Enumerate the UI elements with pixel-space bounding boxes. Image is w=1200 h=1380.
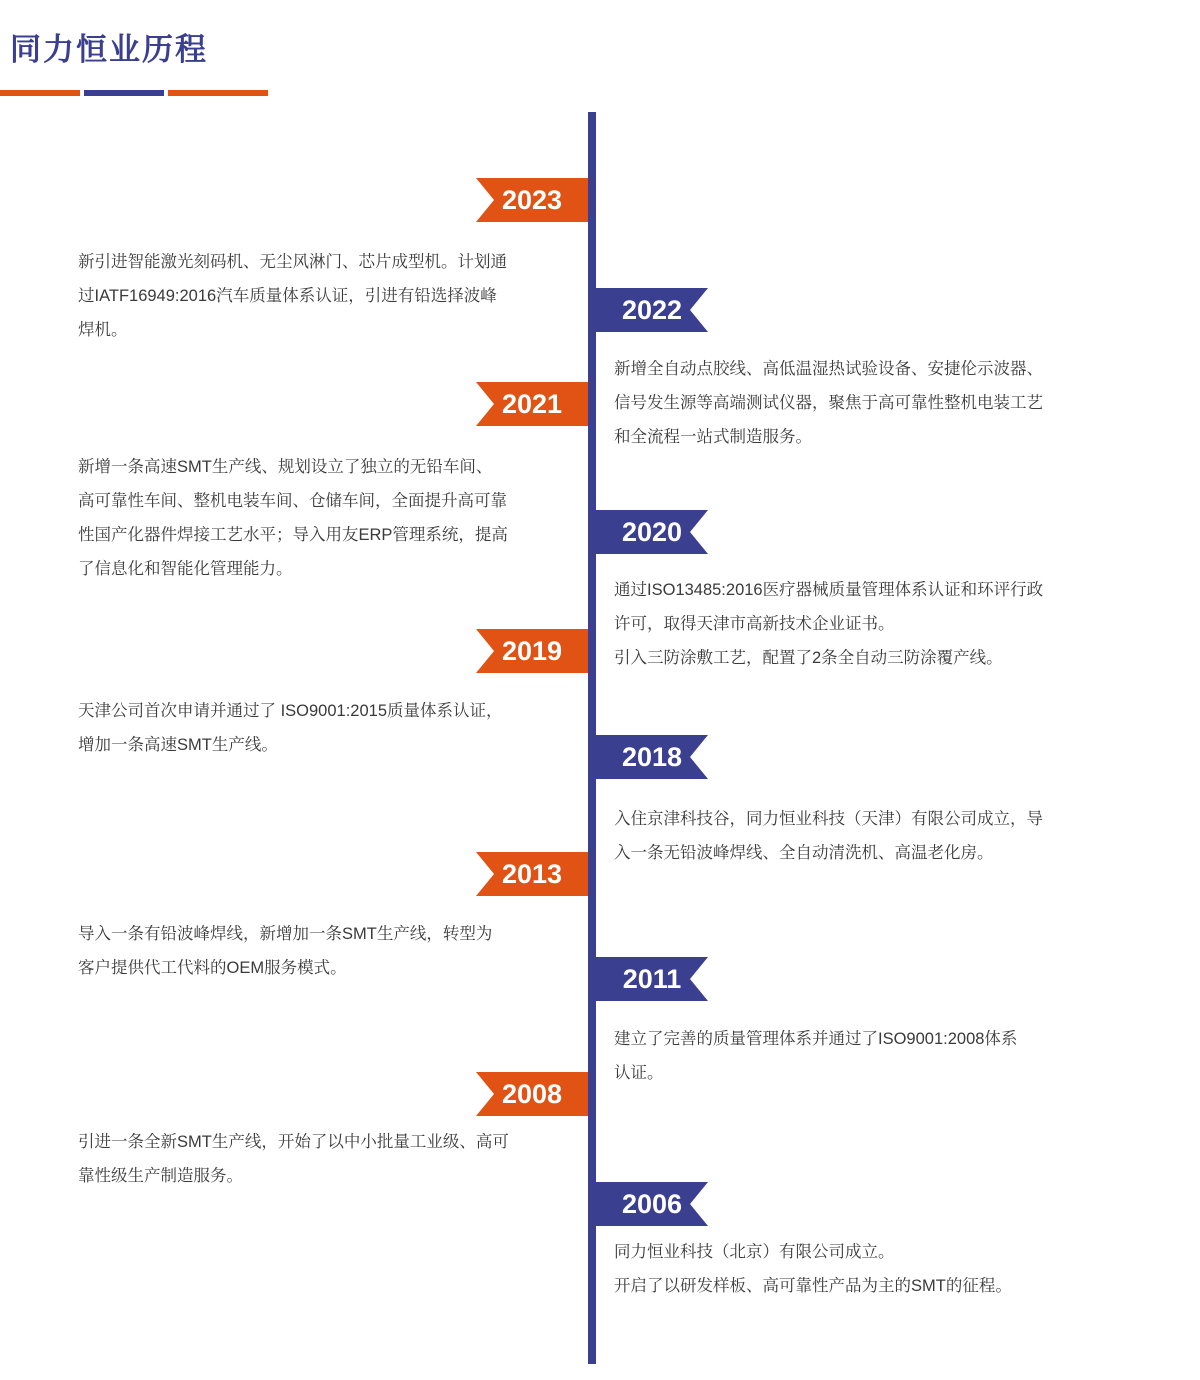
- timeline-description-2018: [614, 802, 1154, 870]
- divider-bar-orange-left: [0, 90, 80, 96]
- page-title: 同力恒业历程: [10, 32, 208, 67]
- desc-line: 导入一条有铅波峰焊线，新增加一条SMT生产线，转型为: [78, 925, 493, 943]
- timeline-year-2023: 2023: [476, 178, 588, 222]
- timeline-year-2008: 2008: [476, 1072, 588, 1116]
- desc-line: 入住京津科技谷，同力恒业科技（天津）有限公司成立，导: [614, 810, 1043, 828]
- timeline-description-2020: [614, 573, 1154, 675]
- chip-notch-icon: [476, 629, 494, 673]
- desc-line: 靠性级生产制造服务。: [78, 1167, 243, 1185]
- desc-line: 和全流程一站式制造服务。: [614, 428, 812, 446]
- desc-line: 新引进智能激光刻码机、无尘风淋门、芯片成型机。计划通: [78, 253, 507, 271]
- timeline-year-2013: 2013: [476, 852, 588, 896]
- desc-line: 开启了以研发样板、高可靠性产品为主的SMT的征程。: [614, 1277, 1012, 1295]
- chip-notch-icon: [690, 288, 708, 332]
- desc-line: 高可靠性车间、整机电装车间、仓储车间，全面提升高可靠: [78, 492, 507, 510]
- chip-notch-icon: [690, 735, 708, 779]
- desc-line: 过IATF16949:2016汽车质量体系认证，引进有铅选择波峰: [78, 287, 497, 305]
- desc-line: 同力恒业科技（北京）有限公司成立。: [614, 1243, 895, 1261]
- desc-line: 新增一条高速SMT生产线、规划设立了独立的无铅车间、: [78, 458, 493, 476]
- desc-line: 了信息化和智能化管理能力。: [78, 560, 293, 578]
- timeline-description-2006: [614, 1235, 1154, 1303]
- chip-notch-icon: [690, 1182, 708, 1226]
- divider-bar-orange-right: [168, 90, 268, 96]
- timeline-description-2022: [614, 352, 1154, 454]
- desc-line: 新增全自动点胶线、高低温湿热试验设备、安捷伦示波器、: [614, 360, 1043, 378]
- timeline-description-2021: [78, 450, 586, 586]
- desc-line: 认证。: [614, 1064, 664, 1082]
- timeline-description-2008: [78, 1125, 586, 1193]
- chip-notch-icon: [476, 1072, 494, 1116]
- desc-line: 客户提供代工代料的OEM服务模式。: [78, 959, 347, 977]
- timeline-year-2019: 2019: [476, 629, 588, 673]
- desc-line: 通过ISO13485:2016医疗器械质量管理体系认证和环评行政: [614, 581, 1044, 599]
- chip-notch-icon: [476, 178, 494, 222]
- desc-line: 建立了完善的质量管理体系并通过了ISO9001:2008体系: [614, 1030, 1018, 1048]
- timeline-year-2021: 2021: [476, 382, 588, 426]
- timeline-year-2011: 2011: [596, 957, 708, 1001]
- chip-notch-icon: [690, 510, 708, 554]
- timeline-description-2019: [78, 694, 586, 762]
- desc-line: 增加一条高速SMT生产线。: [78, 736, 278, 754]
- chip-notch-icon: [690, 957, 708, 1001]
- timeline-year-2006: 2006: [596, 1182, 708, 1226]
- desc-line: 天津公司首次申请并通过了 ISO9001:2015质量体系认证，: [78, 702, 503, 720]
- desc-line: 信号发生源等高端测试仪器，聚焦于高可靠性整机电装工艺: [614, 394, 1043, 412]
- chip-notch-icon: [476, 852, 494, 896]
- timeline-description-2023: [78, 245, 586, 347]
- page-header: [0, 0, 1200, 110]
- divider-bar-blue: [84, 90, 164, 96]
- timeline-year-2022: 2022: [596, 288, 708, 332]
- chip-notch-icon: [476, 382, 494, 426]
- timeline-year-2020: 2020: [596, 510, 708, 554]
- desc-line: 引进一条全新SMT生产线，开始了以中小批量工业级、高可: [78, 1133, 509, 1151]
- desc-line: 许可，取得天津市高新技术企业证书。: [614, 615, 895, 633]
- timeline-year-2018: 2018: [596, 735, 708, 779]
- timeline-description-2011: [614, 1022, 1154, 1090]
- timeline-description-2013: [78, 917, 586, 985]
- timeline-axis: [588, 112, 596, 1364]
- desc-line: 引入三防涂敷工艺，配置了2条全自动三防涂覆产线。: [614, 649, 1003, 667]
- desc-line: 焊机。: [78, 321, 128, 339]
- desc-line: 性国产化器件焊接工艺水平；导入用友ERP管理系统，提高: [78, 526, 508, 544]
- desc-line: 入一条无铅波峰焊线、全自动清洗机、高温老化房。: [614, 844, 994, 862]
